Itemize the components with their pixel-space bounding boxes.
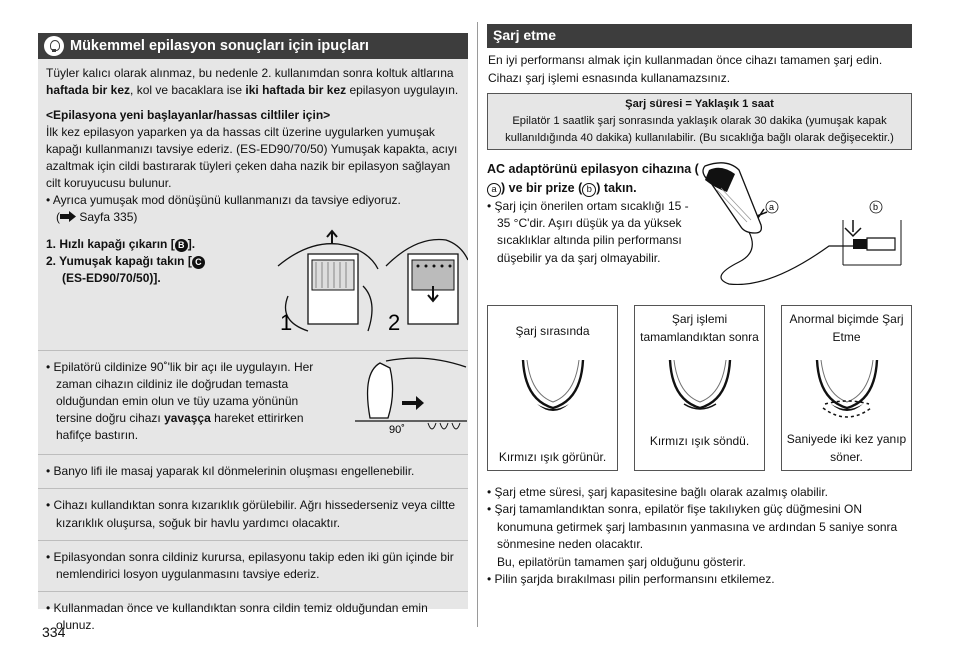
arrow-right-icon [60,211,76,222]
soft-mode-bullet [46,192,460,226]
separator [38,488,468,489]
status-abnormal-title: Anormal biçimde Şarj Etme [789,312,904,344]
capacity-bullet: • Şarj etme süresi, şarj kapasitesine bağlı olarak azalmış olabilir. [487,485,829,499]
status-abnormal-light: Saniyede iki kez yanıp söner. [786,432,907,464]
temperature-bullet: • Şarj için önerilen ortam sıcaklığı 15 - 35 °C'dir. Aşırı düşük ya da yüksek sıcaklıklar altında pilin performansı düşebilir ya da şarj olmayabilir. [487,198,689,265]
intro-text-3: epilasyon uygulayın. [346,83,459,98]
cover-swap-illustration [268,226,468,338]
letter-b-icon: B [175,239,188,252]
cover-steps [46,236,460,342]
angle-tip [46,359,460,444]
ac-adapter-section [487,160,912,300]
angle-bold: yavaşça [164,411,211,426]
column-divider [477,22,478,627]
charging-heading-bar [487,24,912,48]
ac-title-1: AC adaptörünü epilasyon cihazına ( [487,162,699,177]
indicator-status-boxes [487,305,912,471]
separator [38,454,468,455]
charging-intro: En iyi performansı almak için kullanmadan önce cihazı tamamen şarj edin. Cihazı şarj işlemi esnasında kullanamazsınız. [488,53,883,85]
status-charging-title: Şarj sırasında [515,324,590,338]
status-complete [634,305,765,471]
charging-notes [487,484,912,588]
redness-bullet: • Cihazı kullandıktan sonra kızarıklık görülebilir. Ağrı hissederseniz veya ciltte kızarıklık oluşursa, soğuk bir havlu yardımcı olacaktır. [46,498,456,530]
angle-text-2: hareket ettirirken hafifçe bastırın. [56,411,304,443]
clean-bullet: • Kullanmadan önce ve kullandıktan sonra cildin temiz olduğundan emin olunuz. [46,600,428,632]
full-charge-note: Bu, epilatörün tamamen şarj olduğunu gösterir. [497,554,746,569]
soft-mode-text: • Ayrıca yumuşak mod dönüşünü kullanmanızı da tavsiye ediyoruz. [46,193,401,208]
full-charge-bullet: • Şarj tamamlandıktan sonra, epilatör fişe takılıyken güç düğmesini ON konumuna getirmek şarj lambasının yanmasına ve ardından 5 saniye sonra sönmesine neden olacaktır. [487,502,898,552]
beginners-heading: <Epilasyona yeni başlayanlar/hassas ciltliler için> [46,108,331,123]
circle-b-icon: b [582,183,596,197]
status-abnormal [781,305,912,471]
separator [38,540,468,541]
intro-text-2: , kol ve bacaklara ise [130,83,246,98]
leave-charging-bullet: • Pilin şarjda bırakılması pilin performansını etkilemez. [487,571,775,586]
page-number: 334 [42,624,66,640]
step-2-models: (ES-ED90/70/50)]. [62,271,161,286]
status-charging [487,305,618,471]
ac-adapter-title [487,160,707,196]
towel-bullet: • Banyo lifi ile masaj yaparak kıl dönmelerinin oluşması engellenebilir. [46,464,415,479]
illus-label-2: 2 [388,310,401,336]
status-complete-title: Şarj işlemi tamamlandıktan sonra [640,312,759,344]
ac-title-2: ) ve bir prize ( [501,180,583,195]
status-complete-light: Kırmızı ışık söndü. [649,434,750,448]
ac-adapter-illustration [687,160,912,285]
intro-text-1: Tüyler kalıcı olarak alınmaz, bu nedenle 2. kullanımdan sonra koltuk altlarına [46,66,454,80]
step-2-text: 2. Yumuşak kapağı takın [ [46,254,192,269]
page-ref-link[interactable]: Sayfa 335) [76,210,138,225]
letter-c-icon: C [192,256,205,269]
illus-label-1: 1 [280,310,293,336]
beginners-text: İlk kez epilasyon yaparken ya da hassas cilt üzerine uygularken yumuşak kapağı kullanmanızı tavsiye ederiz. (ES-ED90/70/50) Yumuşak kapakta, acıyı azaltmak için cildi bastırarak tüyleri çeken daha nazik bir epilasyon sağlayan cilt koruyucusu bulunur. [46,125,458,191]
label-a: a [769,202,775,213]
lotion-bullet: • Epilasyondan sonra cildiniz kurursa, epilasyonu takip eden iki gün içinde bir nemlendirici losyon uygulanmasını tavsiye ederiz. [46,549,454,581]
status-charging-light: Kırmızı ışık görünür. [498,450,607,464]
charge-time-box [487,93,912,150]
indicator-blink-icon [807,358,887,418]
angle-text-1: • Epilatörü cildinize 90˚'lik bir açı ile uygulayın. Her zaman cihazın cildiniz ile doğrudan temasta olduğundan emin olun ve tüy uzama yönünün tersine doğru cihazı [46,360,314,426]
charging-section [487,24,912,586]
page-ref-paren: ( [56,210,60,225]
charge-time-title: Şarj süresi = Yaklaşık 1 saat [625,98,774,110]
charge-time-text: Epilatör 1 saatlik şarj sonrasında yaklaşık olarak 30 dakika (yumuşak kapak kullanıldığında 40 dakika) kullanılabilir. (Bu sıcaklığa bağlı olarak değişecektir.) [505,114,894,144]
angle-label: 90˚ [389,424,405,437]
ac-title-3: ) takın. [596,180,637,195]
lightbulb-icon [44,36,64,56]
separator [38,350,468,351]
label-b: b [873,202,879,213]
step-1-end: ]. [187,237,196,252]
step-1 [46,236,266,253]
circle-a-icon: a [487,183,501,197]
charging-heading: Şarj etme [493,27,557,44]
step-2 [46,253,266,270]
intro-bold-1: haftada bir kez [46,83,131,98]
angle-text [46,359,336,444]
tips-heading: Mükemmel epilasyon sonuçları için ipuçları [70,37,369,54]
tips-heading-bar [38,33,468,59]
separator [38,591,468,592]
indicator-off-icon [660,358,740,418]
tips-intro [46,65,460,99]
angle-illustration [350,353,470,437]
step-1-text: 1. Hızlı kapağı çıkarın [ [46,237,175,252]
indicator-on-icon [513,358,593,418]
intro-bold-2: iki haftada bir kez [245,83,347,98]
